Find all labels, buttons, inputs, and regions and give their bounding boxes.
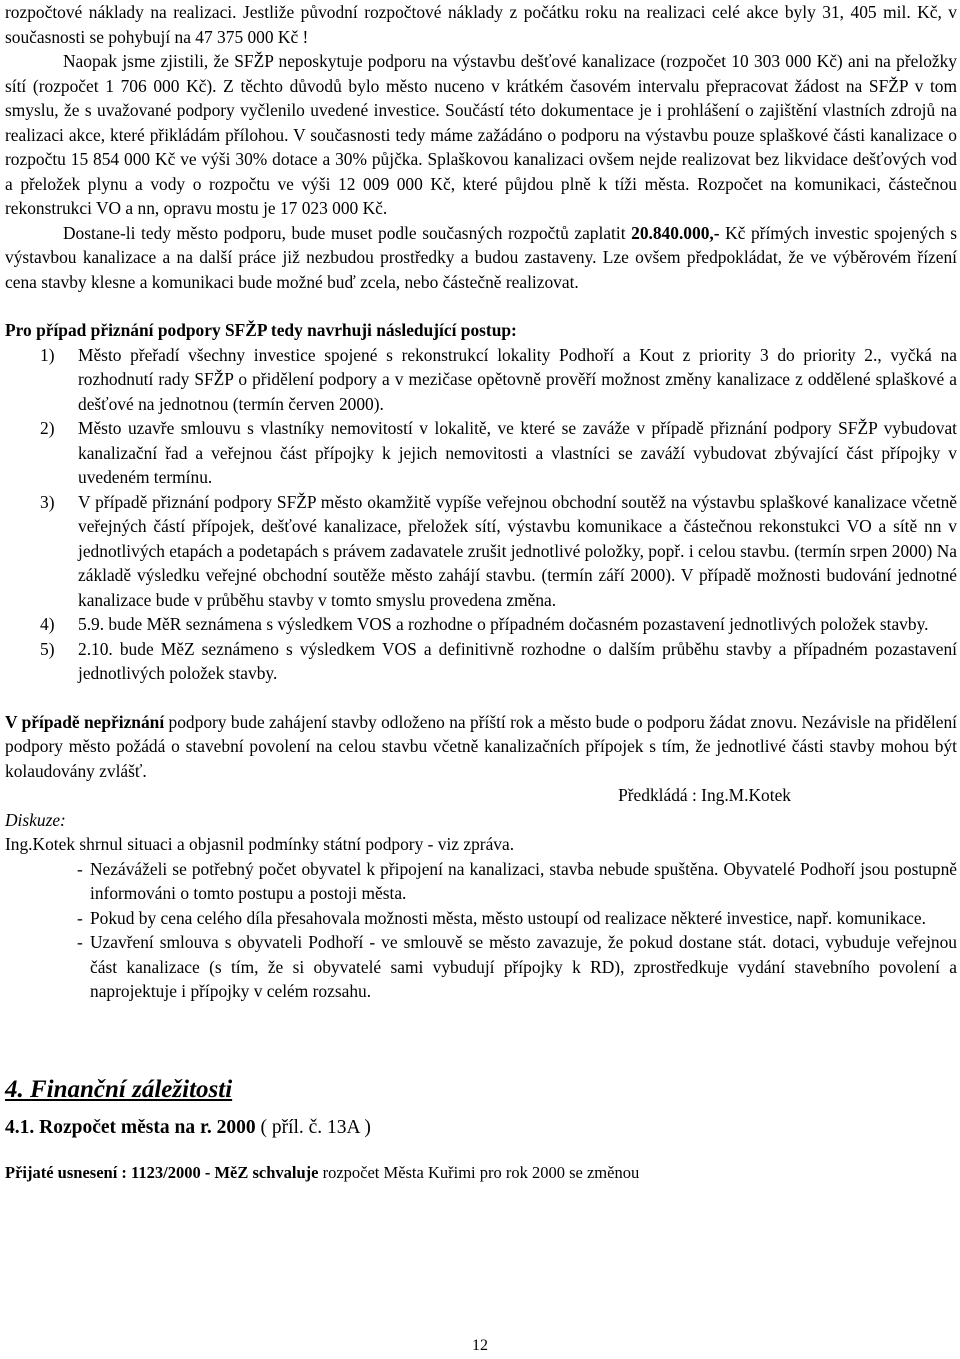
paragraph-rejection [5,710,957,784]
document-page [5,0,957,1185]
page-number: 12 [472,1337,488,1354]
plan-item [5,612,957,637]
submitter: Předkládá : Ing.M.Kotek [618,785,791,805]
plan-heading: Pro případ přiznání podpory SFŽP tedy navrhuji následující postup: [5,320,517,340]
spacer [5,294,957,318]
discussion-item [5,857,957,906]
spacer [5,1004,957,1078]
plan-list [5,343,957,686]
paragraph-sfzp-support: Naopak jsme zjistili, že SFŽP neposkytuje podporu na výstavbu dešťové kanalizace (rozpočet 10 303 000 Kč) ani na přeložky sítí (rozpočet 1 706 000 Kč). Z těchto důvodů bylo město nuceno v krátkém časovém intervalu přepracovat žádost na SFŽP v tom smyslu, že s uvažované podpory vyčlenilo uvedené investice. Součástí této dokumentace je i prohlášení o zajištění vlastních zdrojů na realizaci akce, které přikládám přílohou. V současnosti tedy máme zažádáno o podporu na výstavbu pouze splaškové části kanalizace o rozpočtu 15 854 000 Kč ve výši 30% dotace a 30% půjčka. Splaškovou kanalizaci ovšem nejde realizovat bez likvidace dešťových vod a přeložek plynu a vody o rozpočtu ve výši 12 009 000 Kč, které půjdou plně k tíži města. Rozpočet na komunikaci, částečnou rekonstrukci VO a nn, opravu mostu je 17 023 000 Kč. [5,51,957,218]
dash-marker: - [77,858,83,879]
paragraph-budget-costs: rozpočtové náklady na realizaci. Jestliže původní rozpočtové náklady z počátku roku na realizaci celé akce byly 31, 405 mil. Kč, v současnosti se pohybují na 47 375 000 Kč ! [5,2,957,47]
plan-item-text: V případě přiznání podpory SFŽP město okamžitě vypíše veřejnou obchodní soutěž na výstavbu splaškové kanalizace včetně veřejných částí přípojek, dešťové kanalizace, přeložek sítí, výstavbu komunikace a částečnou rekonstukci VO a sítě nn v jednotlivých etapách a podetapách s právem zadavatele zrušit jednotlivé položky, popř. i celou stavbu. (termín srpen 2000) Na základě výsledku veřejné obchodní soutěže město zahájí stavbu. (termín září 2000). V případě možnosti budování jednotné kanalizace bude v průběhu stavby v tomto smyslu provedena změna. [78,491,957,610]
resolution-bold: Přijaté usnesení : 1123/2000 - MěZ schvaluje [5,1162,319,1182]
discussion-item-text: Pokud by cena celého díla přesahovala možnosti města, město ustoupí od realizace některé investice, např. komunikace. [90,907,926,928]
plan-item-number: 4) [40,614,55,634]
subsection-heading [5,1116,957,1141]
discussion-intro: Ing.Kotek shrnul situaci a objasnil podmínky státní podpory - viz zpráva. [5,834,515,854]
rejection-text: podpory bude zahájení stavby odloženo na příští rok a město bude o podporu žádat znovu. Nezávisle na přidělení podpory město požádá o stavební povolení na celou stavbu včetně kanalizačních přípojek s tím, že jednotlivé části stavby mohou být kolaudovány zvlášť. [5,711,957,781]
subsection-heading-bold: 4.1. Rozpočet města na r. 2000 [5,1117,256,1138]
discussion-list [5,857,957,1004]
city-payment-text-before: Dostane-li tedy město podporu, bude muset podle současných rozpočtů zaplatit [63,222,632,243]
spacer [5,686,957,710]
plan-item-number: 5) [40,638,55,659]
city-payment-text-after: Kč přímých investic spojených s výstavbou kanalizace a na další práce již nezbudou prostředky a budou zastaveny. Lze ovšem předpokládat, že ve výběrovém řízení cena stavby klesne a komunikaci bude možné buď zcela, nebo částečně realizovat. [5,222,957,292]
section-heading: 4. Finanční záležitosti [5,1075,233,1103]
discussion-item-text: Uzavření smlouva s obyvateli Podhoří - ve smlouvě se město zavazuje, že pokud dostane stát. dotaci, vybuduje veřejnou část kanalizace (s tím, že si obyvatelé sami vybudují přípojky k RD), zprostředkuje vydání stavebního povolení a naprojektuje i přípojky v celém rozsahu. [90,932,957,1001]
spacer [5,1141,957,1161]
plan-item-number: 3) [40,491,55,512]
plan-item [5,637,957,686]
plan-item-text: Město přeřadí všechny investice spojené s rekonstrukcí lokality Podhoří a Kout z priority 3 do priority 2., vyčká na rozhodnutí rady SFŽP o přidělení podpory a v mezičase opětovně prověří možnost změny kanalizace z oddělené splaškové a dešťové na jednotnou (termín červen 2000). [78,344,957,414]
rejection-bold: V případě nepřiznání [5,711,165,732]
plan-item [5,490,957,613]
resolution-text: rozpočet Města Kuřimi pro rok 2000 se změnou [318,1162,640,1182]
spacer [5,1102,957,1116]
resolution [5,1161,957,1186]
plan-item-text: 2.10. bude MěZ seznámeno s výsledkem VOS a definitivně rozhodne o dalším průběhu stavby a případném pozastavení jednotlivých položek stavby. [78,638,957,683]
discussion-item-text: Nezáváželi se potřebný počet obyvatel k připojení na kanalizaci, stavba nebude spuštěna. Obyvatelé Podhoří jsou postupně informováni o tomto postupu a postoji města. [90,858,957,903]
plan-item-number: 2) [40,418,55,438]
discussion-label: Diskuze: [5,809,66,830]
dash-marker: - [77,932,83,952]
subsection-attachment-ref: ( příl. č. 13A ) [255,1117,371,1138]
plan-item-text: Město uzavře smlouvu s vlastníky nemovitostí v lokalitě, ve které se zaváže v případě přiznání podpory SFŽP vybudovat kanalizační řad a veřejnou část přípojky k jejich nemovitosti a vlastníci se zaváží vybudovat zbývající část přípojky v uvedeném termínu. [78,418,957,487]
plan-item [5,343,957,417]
discussion-item [5,930,957,1004]
plan-item-number: 1) [40,344,55,365]
discussion-item [5,906,957,931]
dash-marker: - [77,907,83,928]
plan-item-text: 5.9. bude MěR seznámena s výsledkem VOS a rozhodne o případném dočasném pozastavení jednotlivých položek stavby. [78,614,929,634]
plan-item [5,416,957,490]
city-payment-amount: 20.840.000,- [631,222,720,243]
paragraph-city-payment [5,221,957,295]
